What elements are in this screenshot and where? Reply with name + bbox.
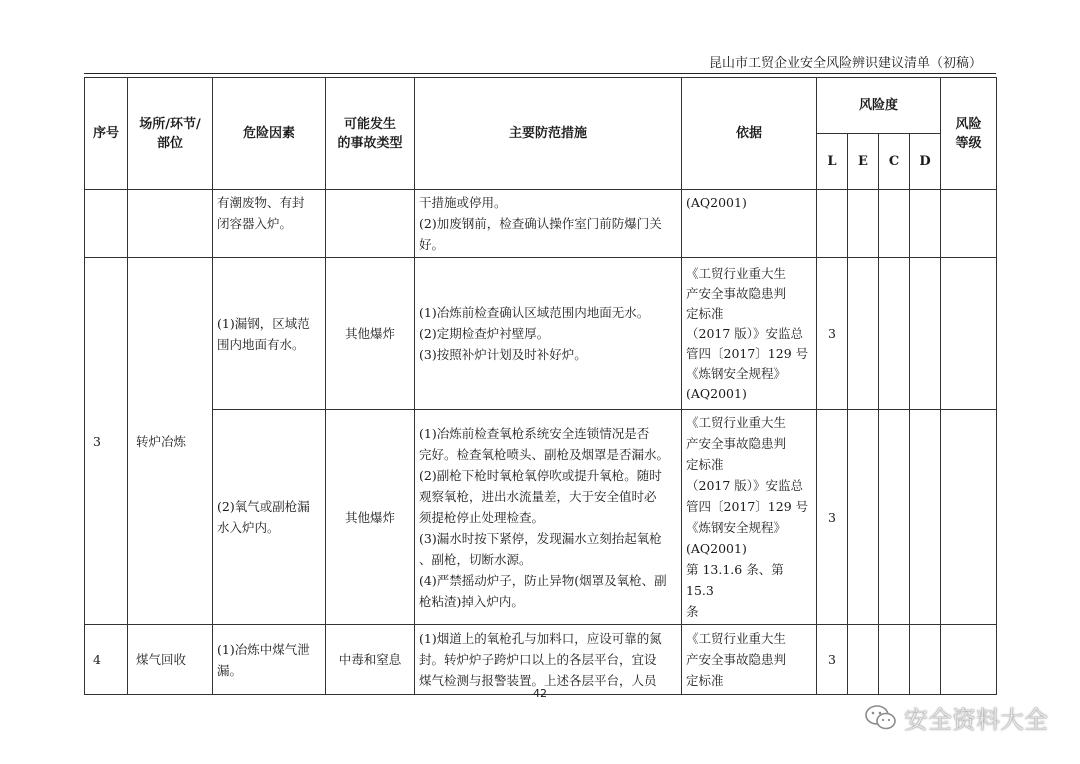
basis-line: (AQ2001) [686,195,747,210]
basis-line: 《工贸行业重大生 [686,631,787,646]
measure-line: (1)冶炼前检查氧枪系统安全连锁情况是否 [419,425,650,441]
measure-line: 观察氧枪，进出水流量差，大于安全值时必 [419,488,657,504]
cell-measures [415,190,682,258]
measure-line: 完好。检查氧枪喷头、副枪及烟罩是否漏水。 [419,446,670,462]
basis-line: (AQ2001) [686,385,747,401]
watermark-text: 安全资料大全 [904,706,1048,734]
cell-accident: 其他爆炸 [326,258,415,410]
header-basis: 依据 [682,78,817,190]
wechat-icon [864,704,898,732]
cell-D [910,190,941,258]
basis-line: 定标准 [686,457,724,472]
basis-line: （2017 版）》安监总 [686,325,804,341]
cell-basis [682,258,817,410]
hazard-line: 漏。 [217,662,243,678]
measure-line: (2)定期检查炉衬壁厚。 [419,326,550,341]
table-row [85,625,997,695]
basis-line: 《工贸行业重大生 [686,265,787,281]
header-level-line-1: 风险 [955,116,982,132]
header-C: C [879,134,910,190]
header-accident-type [326,78,415,190]
cell-accident [326,190,415,258]
basis-line: 产安全事故隐患判 [686,285,787,301]
header-seq: 序号 [85,78,128,190]
measure-line: 封。转炉炉子跨炉口以上的各层平台，宜设 [419,652,657,667]
cell-basis [682,410,817,625]
header-accident-line-2: 的事故类型 [337,135,403,151]
measure-line: 枪粘渣)掉入炉内。 [419,593,524,609]
cell-accident: 中毒和窒息 [326,625,415,695]
basis-line: 《炼钢安全规程》 [686,365,787,381]
header-E: E [848,134,879,190]
header-place-line-1: 场所/环节/ [139,116,201,132]
cell-E [848,258,879,410]
cell-C [879,625,910,695]
risk-table [84,77,997,695]
basis-line: (AQ2001) [686,541,747,556]
basis-line: （2017 版）》安监总 [686,478,804,493]
cell-D [910,410,941,625]
header-accident-line-1: 可能发生 [343,116,396,132]
cell-C [879,190,910,258]
cell-seq: 3 [85,258,128,625]
hazard-line: 有潮废物、有封 [217,195,305,210]
cell-measures [415,258,682,410]
cell-accident: 其他爆炸 [326,410,415,625]
cell-D [910,625,941,695]
cell-hazard [213,190,326,258]
basis-line: 《工贸行业重大生 [686,415,787,430]
measure-line: (3)漏水时按下紧停，发现漏水立刻抬起氧枪 [419,530,662,546]
header-risk-degree: 风险度 [817,78,941,134]
cell-level [941,258,997,410]
basis-line: 《炼钢安全规程》 [686,520,787,535]
cell-E [848,190,879,258]
cell-place: 煤气回收 [128,625,213,695]
measure-line: 煤气检测与报警装置。上述各层平台，人员 [419,673,657,688]
measure-line: (2)副枪下枪时氧枪氧停吹或提升氧枪。随时 [419,467,662,483]
measure-line: (2)加废钢前，检查确认操作室门前防爆门关 [419,216,662,231]
measure-line: 、副枪，切断水源。 [419,551,532,567]
cell-seq [85,190,128,258]
cell-measures [415,410,682,625]
header-D: D [910,134,941,190]
page-number: 42 [533,687,547,700]
measure-line: (1)冶炼前检查确认区域范围内地面无水。 [419,305,650,320]
header-place [128,78,213,190]
table-row [85,190,997,258]
hazard-line: (1)冶炼中煤气泄 [217,641,310,657]
cell-L: 3 [817,625,848,695]
basis-line: 定标准 [686,673,724,688]
measure-line: 好。 [419,237,445,252]
cell-L [817,190,848,258]
document-header-title: 昆山市工贸企业安全风险辨识建议清单（初稿） [708,56,982,71]
cell-level [941,410,997,625]
cell-L: 3 [817,410,848,625]
hazard-line: 闭容器入炉。 [217,216,293,231]
cell-E [848,625,879,695]
cell-E [848,410,879,625]
measure-line: (1)烟道上的氧枪孔与加料口，应设可靠的氮 [419,631,662,646]
cell-hazard [213,410,326,625]
hazard-line: 水入炉内。 [217,520,280,535]
basis-line: 第 13.1.6 条、第 15.3 [686,562,784,598]
header-risk-level [941,78,997,190]
watermark [864,700,1048,735]
hazard-line: (2)氧气或副枪漏 [217,499,310,514]
cell-C [879,410,910,625]
cell-hazard [213,625,326,695]
header-place-line-2: 部位 [156,135,183,151]
header-L: L [817,134,848,190]
cell-basis [682,190,817,258]
basis-line: 定标准 [686,305,724,321]
cell-L: 3 [817,258,848,410]
cell-D [910,258,941,410]
basis-line: 产安全事故隐患判 [686,652,787,667]
table-row [85,258,997,410]
basis-line: 产安全事故隐患判 [686,436,787,451]
header-hazard: 危险因素 [213,78,326,190]
basis-line: 管四〔2017〕129 号 [686,499,809,514]
header-measures: 主要防范措施 [415,78,682,190]
cell-C [879,258,910,410]
cell-basis [682,625,817,695]
cell-measures [415,625,682,695]
hazard-line: (1)漏钢，区域范 [217,315,310,331]
basis-line: 管四〔2017〕129 号 [686,345,809,361]
cell-place: 转炉冶炼 [128,258,213,625]
cell-level [941,190,997,258]
header-rule [84,73,996,74]
cell-place [128,190,213,258]
measure-line: 干措施或停用。 [419,195,507,210]
measure-line: (3)按照补炉计划及时补好炉。 [419,347,587,362]
basis-line: 条 [686,604,699,619]
cell-level [941,625,997,695]
cell-seq: 4 [85,625,128,695]
hazard-line: 围内地面有水。 [217,336,305,352]
header-level-line-2: 等级 [955,135,982,151]
table-row [85,410,997,625]
measure-line: (4)严禁摇动炉子，防止异物(烟罩及氧枪、副 [419,572,667,588]
measure-line: 须提枪停止处理检查。 [419,509,545,525]
cell-hazard [213,258,326,410]
